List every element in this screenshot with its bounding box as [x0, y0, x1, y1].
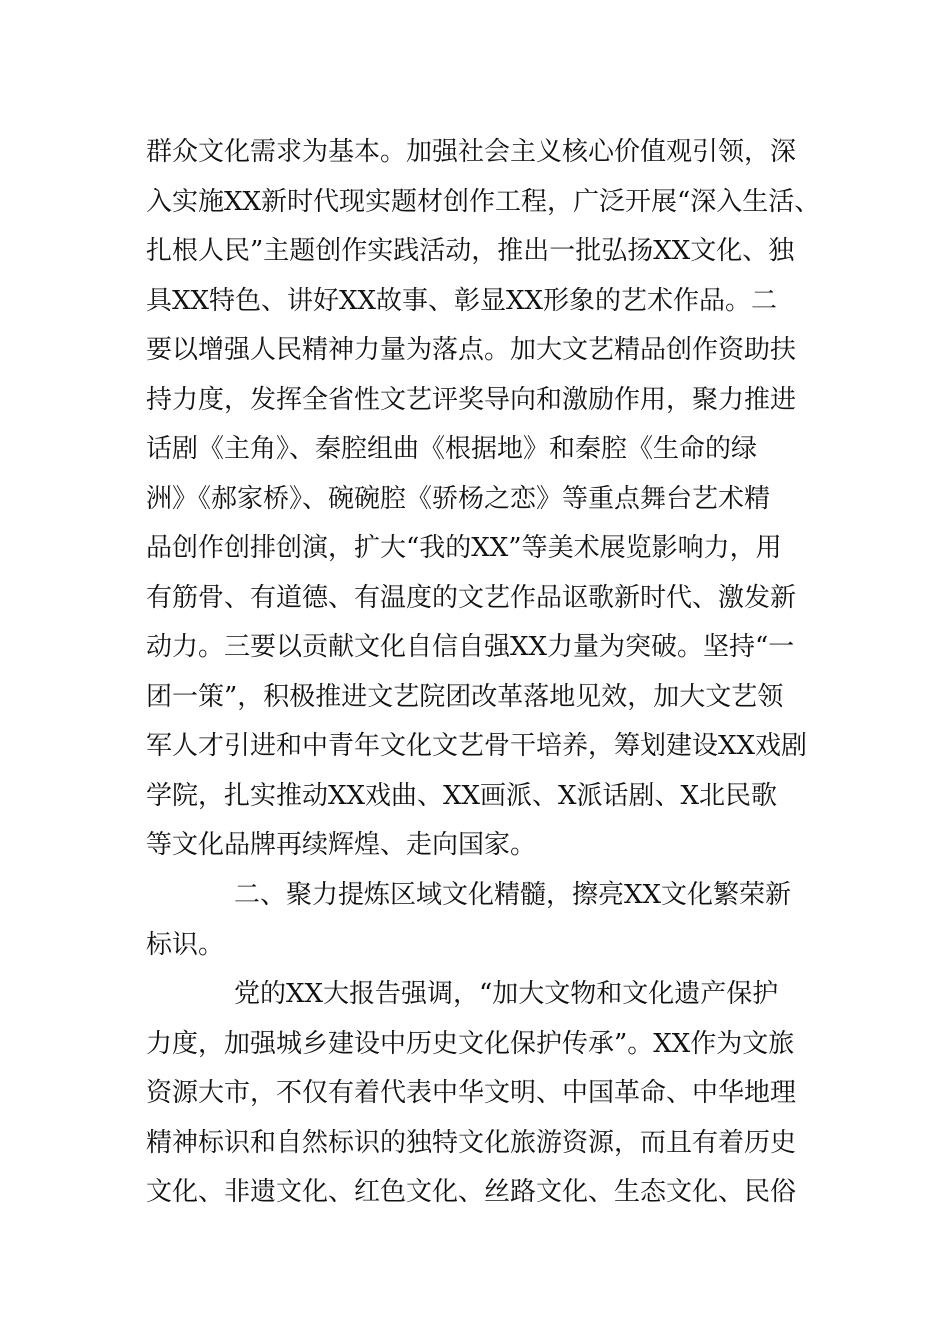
text-line: 有筋骨、有道德、有温度的文艺作品讴歌新时代、激发新 — [146, 582, 797, 613]
text-line: 具XX特色、讲好XX故事、彰显XX形象的艺术作品。二 — [146, 285, 778, 316]
body-paragraph-2 — [146, 970, 836, 1218]
text-line: 团一策”，积极推进文艺院团改革落地见效，加大文艺领 — [146, 681, 784, 712]
text-line: 学院，扎实推动XX戏曲、XX画派、X派话剧、X北民歌 — [146, 780, 778, 811]
text-line: 群众文化需求为基本。加强社会主义核心价值观引领，深 — [146, 137, 797, 167]
text-line: 品创作创排创演，扩大“我的XX”等美术展览影响力，用 — [146, 533, 782, 563]
text-line: 持力度，发挥全省性文艺评奖导向和激励作用，聚力推进 — [146, 384, 797, 415]
text-line: 入实施XX新时代现实题材创作工程，广泛开展“深入生活、 — [146, 186, 821, 217]
text-line: 资源大市，不仅有着代表中华文明、中国革命、中华地理 — [146, 1078, 797, 1108]
text-line: 党的XX大报告强调，“加大文物和文化遗产保护 — [234, 979, 779, 1009]
heading-line: 二、聚力提炼区域文化精髓，擦亮XX文化繁荣新 — [234, 880, 792, 910]
text-line: 力度，加强城乡建设中历史文化保护传承”。XX作为文旅 — [146, 1028, 795, 1059]
text-line: 话剧《主角》、秦腔组曲《根据地》和秦腔《生命的绿 — [146, 434, 758, 464]
text-line: 要以增强人民精神力量为落点。加大文艺精品创作资助扶 — [146, 335, 797, 365]
section-heading — [146, 871, 836, 970]
text-line: 等文化品牌再续辉煌、走向国家。 — [146, 830, 537, 860]
text-line: 文化、非遗文化、红色文化、丝路文化、生态文化、民俗 — [146, 1177, 797, 1207]
heading-line: 标识。 — [146, 929, 225, 960]
text-line: 扎根人民”主题创作实践活动，推出一批弘扬XX文化、独 — [146, 236, 795, 266]
body-paragraph-1 — [146, 128, 836, 871]
text-line: 军人才引进和中青年文化文艺骨干培养，筹划建设XX戏剧 — [146, 731, 808, 761]
text-line: 动力。三要以贡献文化自信自强XX力量为突破。坚持“一 — [146, 632, 795, 662]
text-line: 洲》《郝家桥》、碗碗腔《骄杨之恋》等重点舞台艺术精 — [146, 483, 771, 514]
text-line: 精神标识和自然标识的独特文化旅游资源，而且有着历史 — [146, 1127, 797, 1158]
